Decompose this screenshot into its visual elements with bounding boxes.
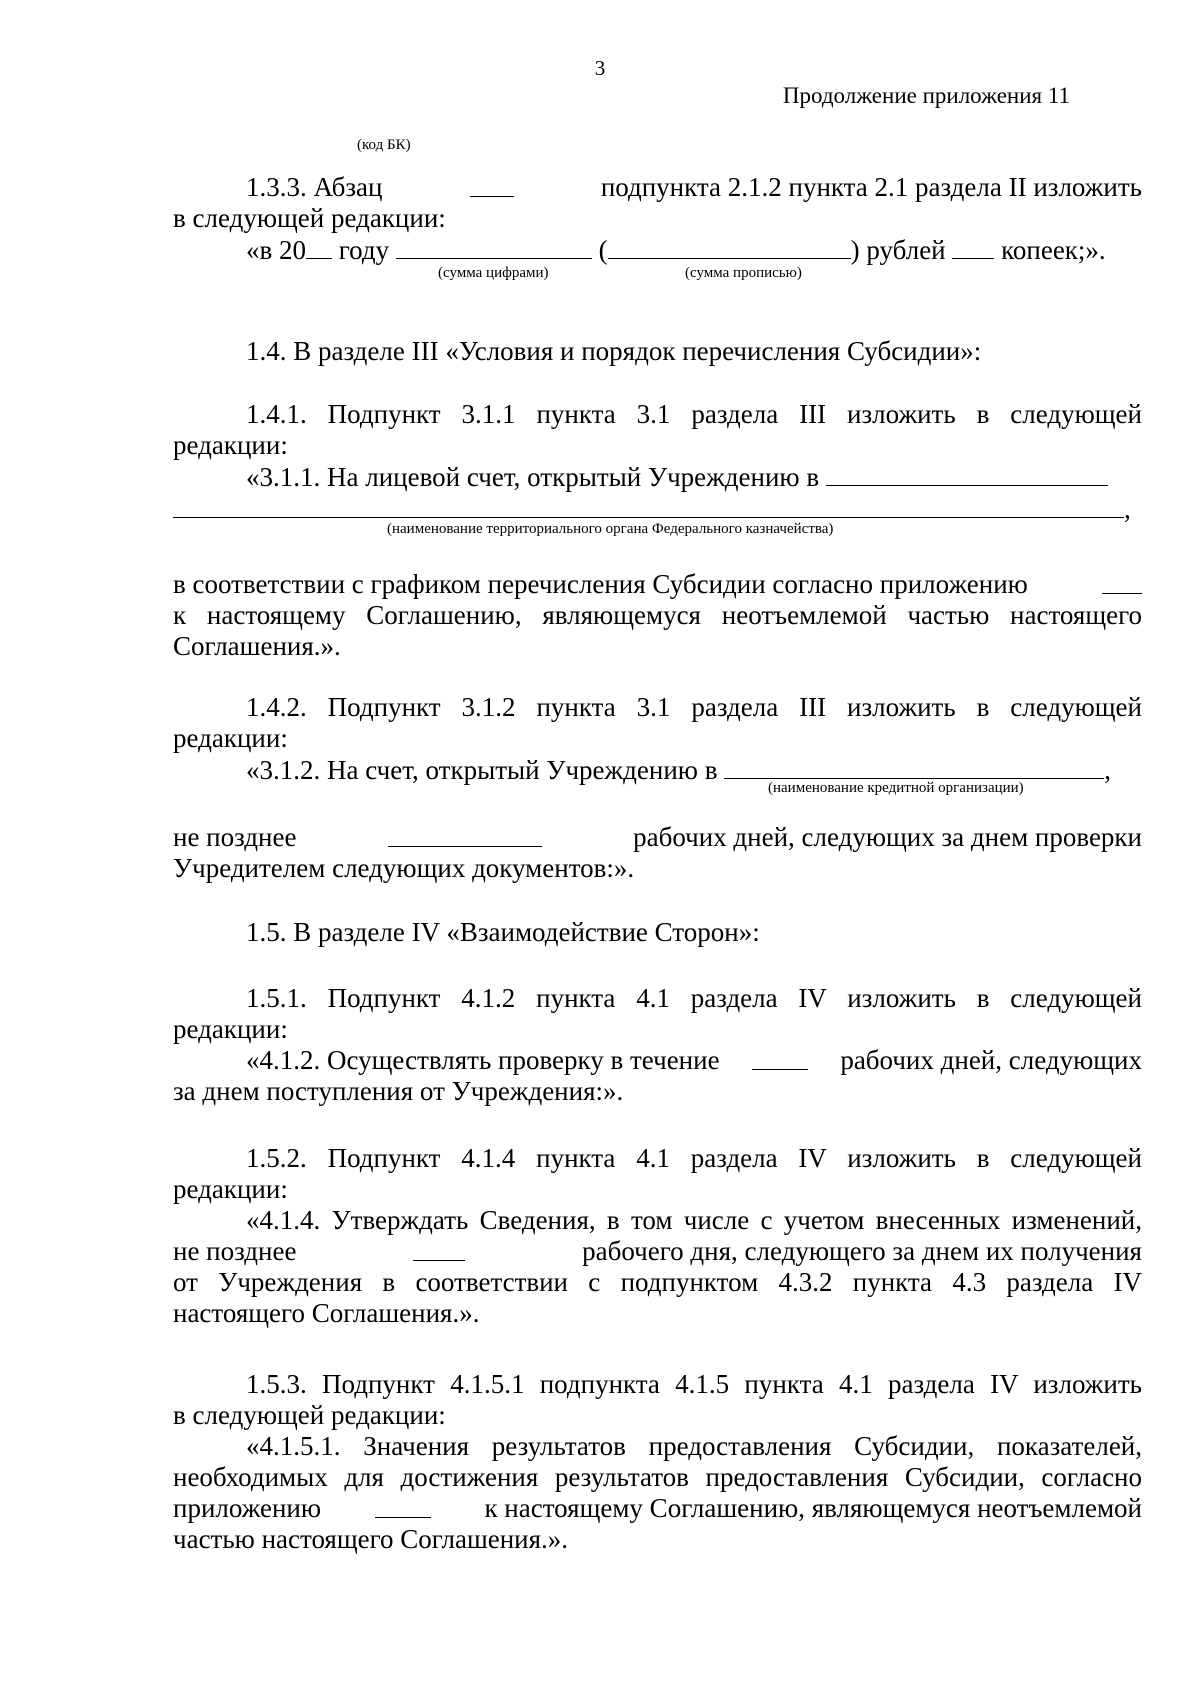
caption-sum-words: (сумма прописью)	[685, 265, 802, 281]
caption-sum-digits: (сумма цифрами)	[438, 265, 549, 281]
page-number: 3	[594, 56, 606, 80]
s142-para-b: Учредителем следующих документов:».	[173, 853, 635, 883]
blank-kopeks	[952, 234, 994, 259]
blank-appendix-2	[375, 1493, 431, 1518]
section-1-5-1	[173, 983, 1142, 1107]
s151-quote-a: «4.1.2. Осуществлять проверку в течение рабочих дней, следующих	[246, 1045, 1142, 1075]
s152-quote-a: «4.1.4. Утверждать Сведения, в том числе с учетом внесенных изменений,	[246, 1205, 1142, 1235]
blank-bank	[724, 754, 1104, 779]
s151-quote-c: за днем поступления от Учреждения:».	[173, 1076, 624, 1106]
s14-title: 1.4. В разделе III «Условия и порядок перечисления Субсидии»:	[246, 336, 982, 366]
s151-line1: 1.5.1. Подпункт 4.1.2 пункта 4.1 раздела IV изложить в следующей	[246, 983, 1142, 1013]
s142-line2: редакции:	[173, 723, 288, 753]
code-bk-caption: (код БК)	[357, 137, 411, 153]
blank-days-3	[413, 1236, 465, 1261]
s141-para-c: Соглашения.».	[173, 631, 341, 661]
section-1-5-3	[173, 1369, 1142, 1555]
caption-treasury: (наименование территориального органа Федерального казначейства)	[387, 521, 834, 537]
blank-treasury-1	[826, 461, 1108, 486]
continuation-header: Продолжение приложения 11	[782, 83, 1070, 108]
s152-quote-b: не позднее рабочего дня, следующего за днем их получения	[173, 1236, 1142, 1266]
s153-quote-d: частью настоящего Соглашения.».	[173, 1524, 569, 1554]
s153-quote-b: необходимых для достижения результатов предоставления Субсидии, согласно	[173, 1462, 1142, 1492]
section-1-4	[173, 336, 1142, 367]
section-1-5-2	[173, 1143, 1142, 1329]
s152-line1: 1.5.2. Подпункт 4.1.4 пункта 4.1 раздела IV изложить в следующей	[246, 1143, 1142, 1173]
s133-rest: подпункта 2.1.2 пункта 2.1 раздела II изложить	[600, 172, 1142, 202]
blank-sum-words	[608, 234, 851, 259]
s15-title: 1.5. В разделе IV «Взаимодействие Сторон»:	[246, 917, 760, 947]
caption-bank: (наименование кредитной организации)	[768, 780, 1024, 796]
s153-quote-a: «4.1.5.1. Значения результатов предоставления Субсидии, показателей,	[246, 1431, 1142, 1461]
s153-quote-c: приложению к настоящему Соглашению, являющемуся неотъемлемой	[173, 1493, 1142, 1523]
section-1-5	[173, 917, 1142, 948]
s141-treasury-line: , (наименование территориального органа Федерального казначейства)	[173, 493, 1142, 525]
blank-treasury-2	[173, 493, 1124, 518]
s141-para-b: к настоящему Соглашению, являющемуся неотъемлемой частью настоящего	[173, 600, 1142, 630]
section-1-4-2	[173, 692, 1142, 884]
s152-quote-c: от Учреждения в соответствии с подпунктом 4.3.2 пункта 4.3 раздела IV	[173, 1267, 1142, 1297]
s142-line1: 1.4.2. Подпункт 3.1.2 пункта 3.1 раздела III изложить в следующей	[246, 692, 1142, 722]
blank-appendix-1	[1102, 569, 1142, 594]
s141-para-a: в соответствии с графиком перечисления Субсидии согласно приложению	[173, 569, 1142, 600]
s133-line2: в следующей редакции:	[173, 203, 446, 233]
s153-line2: в следующей редакции:	[173, 1400, 446, 1430]
s141-quote-line: «3.1.1. На лицевой счет, открытый Учреждению в	[173, 461, 1142, 493]
blank-sum-digits	[396, 234, 592, 259]
s152-quote-d: настоящего Соглашения.».	[173, 1298, 480, 1328]
s133-abzac: 1.3.3. Абзац	[246, 172, 383, 202]
section-1-4-1	[173, 399, 1142, 662]
s142-para-a: не позднее рабочих дней, следующих за днем проверки	[173, 822, 1142, 852]
s142-quote-line: «3.1.2. На счет, открытый Учреждению в , (наименование кредитной организации)	[246, 755, 1111, 796]
s141-line1: 1.4.1. Подпункт 3.1.1 пункта 3.1 раздела III изложить в следующей	[246, 399, 1142, 429]
s153-line1: 1.5.3. Подпункт 4.1.5.1 подпункта 4.1.5 пункта 4.1 раздела IV изложить	[246, 1369, 1142, 1399]
blank-year	[306, 234, 332, 259]
s151-line2: редакции:	[173, 1014, 288, 1044]
s141-line2: редакции:	[173, 430, 288, 460]
s133-amount-line: «в 20 году ( ) рублей копеек;». (сумма цифрами) (сумма прописью)	[246, 235, 1106, 281]
blank-days-1	[388, 822, 542, 847]
blank-abzac	[470, 172, 514, 197]
section-1-3-3	[173, 172, 1142, 281]
blank-days-2	[752, 1045, 808, 1070]
s152-line2: редакции:	[173, 1174, 288, 1204]
